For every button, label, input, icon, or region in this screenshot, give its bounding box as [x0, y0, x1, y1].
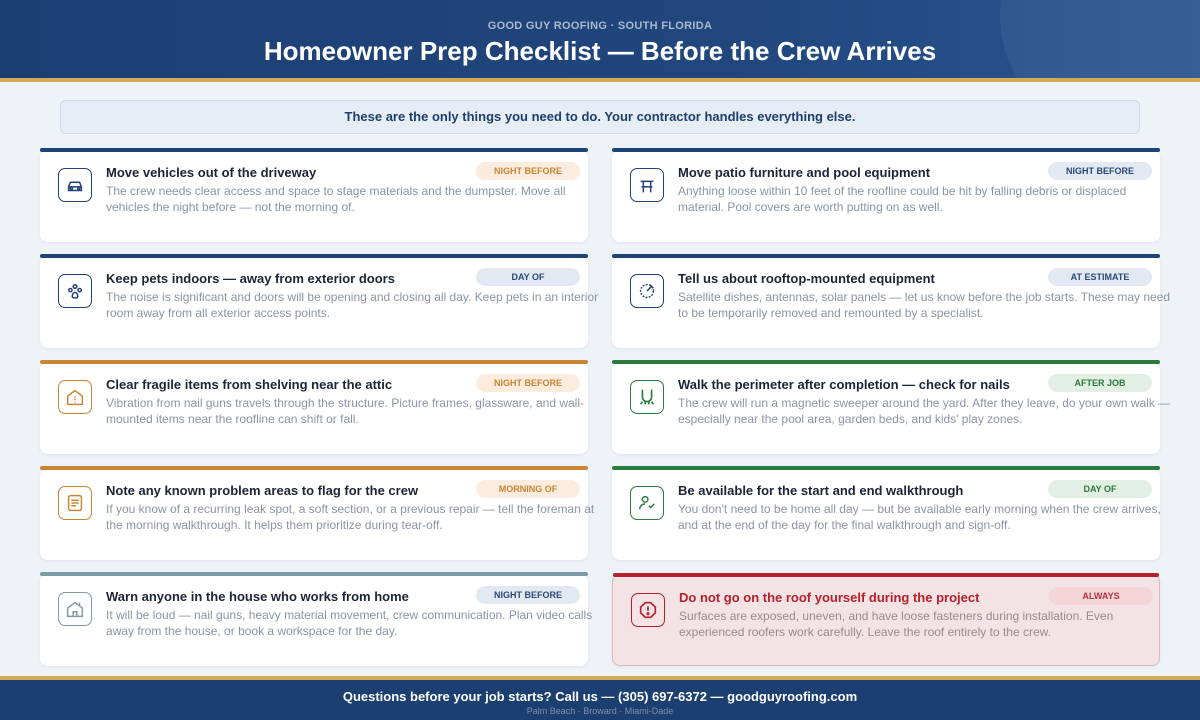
checklist-card-walkthrough [612, 468, 1160, 560]
card-title: Tell us about rooftop-mounted equipment [678, 271, 935, 286]
card-body: Vibration from nail guns travels through the structure. Picture frames, glassware, and wall-mounted items near the roofline can shift or fall. [106, 396, 584, 426]
contact-line: Questions before your job starts? Call us — (305) 697-6372 — goodguyroofing.com [342, 689, 858, 704]
paw-icon [58, 274, 92, 308]
timing-badge: ALWAYS [1049, 587, 1153, 605]
card-title: Move vehicles out of the driveway [106, 165, 317, 180]
notice-banner: These are the only things you need to do. Your contractor handles everything else. [60, 100, 1140, 134]
card-accent-bar [40, 254, 588, 258]
card-title: Keep pets indoors — away from exterior doors [106, 271, 395, 286]
checklist-card-problems [40, 468, 595, 560]
card-title: Do not go on the roof yourself during the project [679, 590, 980, 605]
card-title: Clear fragile items from shelving near the attic [106, 377, 393, 392]
timing-badge: AFTER JOB [1048, 374, 1152, 392]
service-areas: Palm Beach · Broward · Miami-Dade [526, 706, 674, 716]
header-accent-bar [0, 78, 1200, 82]
person-check-icon [630, 486, 664, 520]
card-accent-bar [40, 148, 588, 152]
home-office-icon [58, 592, 92, 626]
magnet-icon [630, 380, 664, 414]
card-accent-bar [40, 360, 588, 364]
timing-badge: AT ESTIMATE [1048, 268, 1152, 286]
checklist-card-fragile [40, 362, 588, 454]
warning-icon [631, 593, 665, 627]
card-body: If you know of a recurring leak spot, a soft section, or a previous repair — tell the foreman at the morning walkthrough. It helps them prioritize during tear-off. [106, 502, 595, 532]
timing-badge: DAY OF [476, 268, 580, 286]
card-title: Move patio furniture and pool equipment [678, 165, 931, 180]
card-title: Walk the perimeter after completion — check for nails [678, 377, 1010, 392]
card-accent-bar [612, 466, 1160, 470]
checklist-card-vehicles [40, 150, 588, 242]
header [0, 0, 1200, 78]
timing-badge: DAY OF [1048, 480, 1152, 498]
card-body: Anything loose within 10 feet of the roofline could be hit by falling debris or displaced material. Pool covers are worth putting on as well. [678, 184, 1127, 214]
car-icon [58, 168, 92, 202]
timing-badge: MORNING OF [476, 480, 580, 498]
card-body: Satellite dishes, antennas, solar panels — let us know before the job starts. These may need to be temporarily removed and remounted by a specialist. [678, 290, 1171, 320]
company-eyebrow: GOOD GUY ROOFING · SOUTH FLORIDA [487, 20, 713, 32]
card-body: The noise is significant and doors will be opening and closing all day. Keep pets in an interior room away from all exterior access points. [106, 290, 599, 320]
card-accent-bar [612, 360, 1160, 364]
timing-badge: NIGHT BEFORE [476, 374, 580, 392]
timing-badge: NIGHT BEFORE [476, 586, 580, 604]
checklist-card-roof-warning [612, 574, 1160, 666]
footer [0, 680, 1200, 720]
satellite-icon [630, 274, 664, 308]
card-accent-bar [612, 254, 1160, 258]
card-accent-bar [612, 148, 1160, 152]
house-icon [58, 380, 92, 414]
card-body: It will be loud — nail guns, heavy material movement, crew communication. Plan video calls away from the house, or book a workspace for the day. [106, 608, 593, 638]
card-title: Be available for the start and end walkthrough [678, 483, 964, 498]
card-body: The crew needs clear access and space to stage materials and the dumpster. Move all vehicles the night before — not the morning of. [106, 184, 566, 214]
checklist-card-wfh [40, 574, 593, 666]
checklist-card-perimeter [612, 362, 1171, 454]
card-title: Note any known problem areas to flag for the crew [106, 483, 419, 498]
checklist-card-pets [40, 256, 599, 348]
card-accent-bar [40, 572, 588, 576]
card-accent-bar [613, 573, 1159, 577]
card-accent-bar [40, 466, 588, 470]
card-body: You don't need to be home all day — but be available early morning when the crew arrives, and at the end of the day for the final walkthrough and sign-off. [678, 502, 1161, 532]
checklist-card-equipment [612, 256, 1171, 348]
timing-badge: NIGHT BEFORE [476, 162, 580, 180]
note-icon [58, 486, 92, 520]
card-body: Surfaces are exposed, uneven, and have loose fasteners during installation. Even experienced roofers work carefully. Leave the roof entirely to the crew. [679, 609, 1114, 639]
card-title: Warn anyone in the house who works from home [106, 589, 409, 604]
timing-badge: NIGHT BEFORE [1048, 162, 1152, 180]
page-title: Homeowner Prep Checklist — Before the Crew Arrives [263, 36, 937, 66]
card-body: The crew will run a magnetic sweeper around the yard. After they leave, do your own walk — especially near the pool area, garden beds, and kids' play zones. [678, 396, 1171, 426]
chair-icon [630, 168, 664, 202]
checklist-card-patio [612, 150, 1160, 242]
